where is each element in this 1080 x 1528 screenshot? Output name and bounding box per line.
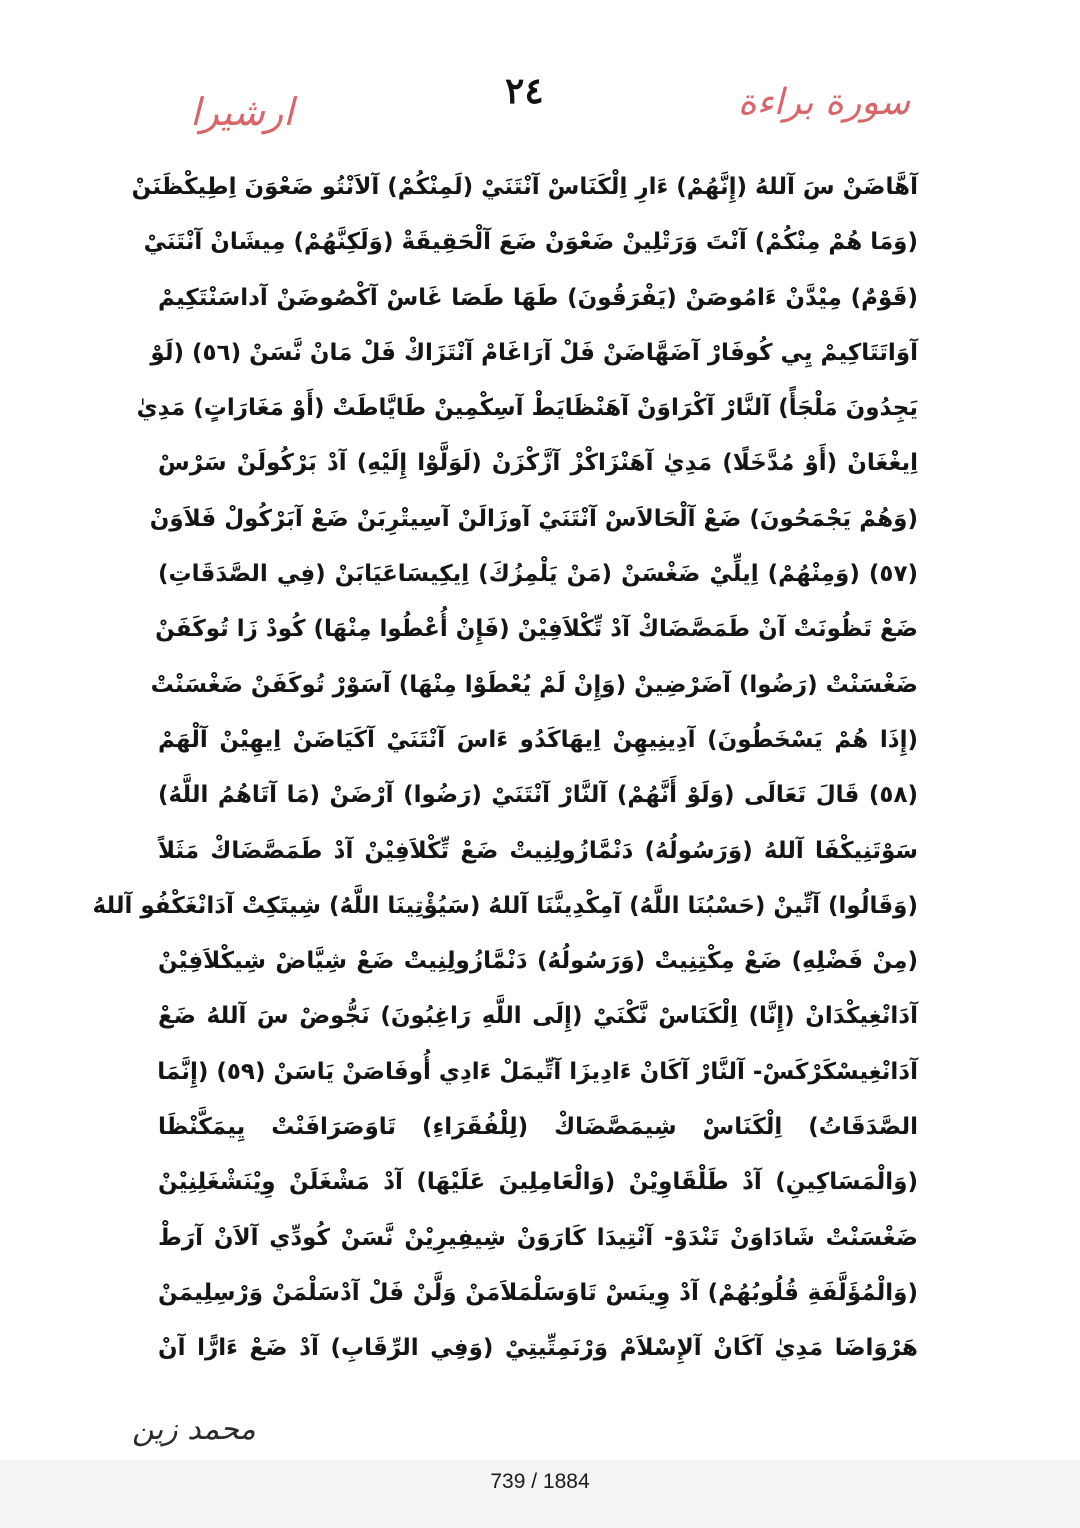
text-line: آوَاتَتَاكِيمْ يِي كُوفَارْ آضَهَّاضَنْ فَلْ آرَاغَامْ آنْتَزَاكْ فَلْ مَانْ نَّسَنْ (٥٦) (لَوْ xyxy=(150,339,918,366)
text-line: آهَّاضَنْ سَ آللهُ (إِنَّهُمْ) ءَارِ اِلْكَنَاسْ آنْتَنَيْ (لَمِنْكُمْ) آلاَنْتُو ضَعْوَنَ اِطِيكْظَنَنْ xyxy=(131,174,918,200)
text-line: (إِذَا هُمْ يَسْخَطُونَ) آدِينِيهِنْ اِيهَاكَدُو ءَاسَ آنْتَنَيْ آكَيَاضَنْ اِيهِيْنْ آلْهَمْ xyxy=(158,726,918,753)
page-body-text xyxy=(92,160,918,1377)
handwritten-note-left: ارشيرا xyxy=(190,90,294,134)
text-line: هَرْوَاضَا مَدِيٰ آكَانْ آلإِسْلاَمْ وَرْنَمِتِّيتِيْ (وَفِي الرِّقَابِ) آدْ ضَعْ ءَارًّا آنْ xyxy=(158,1335,918,1362)
text-line: آدَانْغِيكْدَانْ (إِنَّا) اِلْكَنَاسْ نَّكْنَيْ (إِلَى اللَّهِ رَاغِبُونَ) نَجُّوضْ سَ آللهُ ضَعْ xyxy=(158,1003,918,1030)
text-line: آدَانْغِيسْكَرْكَسْ- آلنَّارْ آكَانْ ءَادِيزَا آتِّيمَلْ ءَادِي أُوفَاصَنْ يَاسَنْ (٥٩) (إِنَّمَا xyxy=(157,1058,918,1085)
page-number: ٢٤ xyxy=(505,70,544,112)
text-line: (٥٧) (وَمِنْهُمْ) اِيلِّيْ ضَغْسَنْ (مَنْ يَلْمِزُكَ) اِيكِيسَاعَيَابَنْ (فِي الصَّدَقَاتِ) xyxy=(158,561,918,588)
text-line: (مِنْ فَضْلِهِ) ضَعْ مِكْتِنِيتْ (وَرَسُولُهُ) دَنْمَّازُولِنِيتْ ضَعْ شِيَّاضْ شِيكْلاَفِيْنْ xyxy=(158,948,918,975)
handwritten-surah-title: سورة براءة xyxy=(737,82,910,123)
text-line: (وَمَا هُمْ مِنْكُمْ) آنْتَ وَرَتْلِينْ ضَعْوَنْ ضَعَ آلْحَقِيقَةْ (وَلَكِنَّهُمْ) مِيشَانْ آنْتَنَيْ xyxy=(143,229,918,256)
page-counter: 739 / 1884 xyxy=(490,1470,590,1493)
text-line: الصَّدَقَاتُ) اِلْكَنَاسْ شِيمَصَّضَاكْ (لِلْفُقَرَاءِ) تَاوَصَرَافَنْتْ يِيمَكَّنْظَا xyxy=(158,1114,918,1141)
text-line: ضَغْسَنْتْ شَادَاوَنْ تَنْدَوْ- آنْتِيدَا كَارَوَنْ شِيفِيرِيْنْ نَّسَنْ كُودِّي آلاَنْ آرَطْ xyxy=(158,1224,918,1251)
text-line: اِيغْغَانْ (أَوْ مُدَّخَلًا) مَدِيٰ آهَنْزَاكْزْ آزَّكْزَنْ (لَوَلَّوْا إِلَيْهِ) آدْ بَرْكُولَنْ سَرْسْ xyxy=(158,450,918,477)
text-line: (٥٨) قَالَ تَعَالَى (وَلَوْ أَنَّهُمْ) آلنَّارْ آنْتَنَيْ (رَضُوا) آرْضَنْ (مَا آتَاهُمُ اللَّهُ) xyxy=(158,782,918,809)
page-header xyxy=(150,70,930,150)
text-line: ضَغْسَنْتْ (رَضُوا) آضَرْضِينْ (وَإِنْ لَمْ يُعْطَوْا مِنْهَا) آسَوْرْ تُوكَفَنْ ضَغْسَنْتْ xyxy=(150,671,918,698)
text-line: (وَالْمُؤَلَّفَةِ قُلُوبُهُمْ) آدْ وِينَسْ تَاوَسَلْمَلاَمَنْ وَلَّنْ فَلْ آدْسَلْمَنْ وَرْسِلِيمَنْ xyxy=(158,1279,918,1306)
text-line: (وَهُمْ يَجْمَحُونَ) ضَعْ آلْحَالاَسْ آنْتَنَيْ آوزَالَنْ آسِيتْرِبَنْ ضَعْ آبَرْكُولْ فَلاَوَنْ xyxy=(149,505,918,532)
text-line: يَجِدُونَ مَلْجَأً) آلنَّارْ آكْرَاوَنْ آهَنْظَايَطْ آسِكْمِينْ طَايَّاطَتْ (أَوْ مَغَارَاتٍ) مَدِيٰ xyxy=(136,395,918,422)
handwritten-signature: محمد زين xyxy=(132,1412,256,1447)
text-line: سَوْتَنِيكْفَا آللهُ (وَرَسُولُهُ) دَنْمَّازُولِنِيتْ ضَعْ تِّكْلاَفِيْنْ آدْ طَمَصَّضَاكْ مَثَلاً xyxy=(158,837,918,864)
text-line: ضَعْ تَظُونَتْ آنْ طَمَصَّضَاكْ آدْ تِّكْلاَفِيْنْ (فَإِنْ أُعْطُوا مِنْهَا) كُودْ زَا تُوكَفَنْ xyxy=(155,616,918,643)
text-line: (وَقَالُوا) آتِّينْ (حَسْبُنَا اللَّهُ) آمِكْدِينَّنَا آللهُ (سَيُؤْتِينَا اللَّهُ) شِيتَكِتْ آدَانْغَكْفُو آللهُ xyxy=(92,892,918,919)
text-line: (قَوْمٌ) مِيْدَّنْ ءَامُوصَنْ (يَفْرَقُونَ) طَهَا طَصَا غَاسْ آكْصُوضَنْ آداسَنْتَكِيمْ xyxy=(158,284,918,311)
text-line: (وَالْمَسَاكِينِ) آدْ طَلْقَاوِيْنْ (وَالْعَامِلِينَ عَلَيْهَا) آدْ مَشْغَلَنْ وِيْنَشْغَلِنِيْنْ xyxy=(158,1169,918,1196)
